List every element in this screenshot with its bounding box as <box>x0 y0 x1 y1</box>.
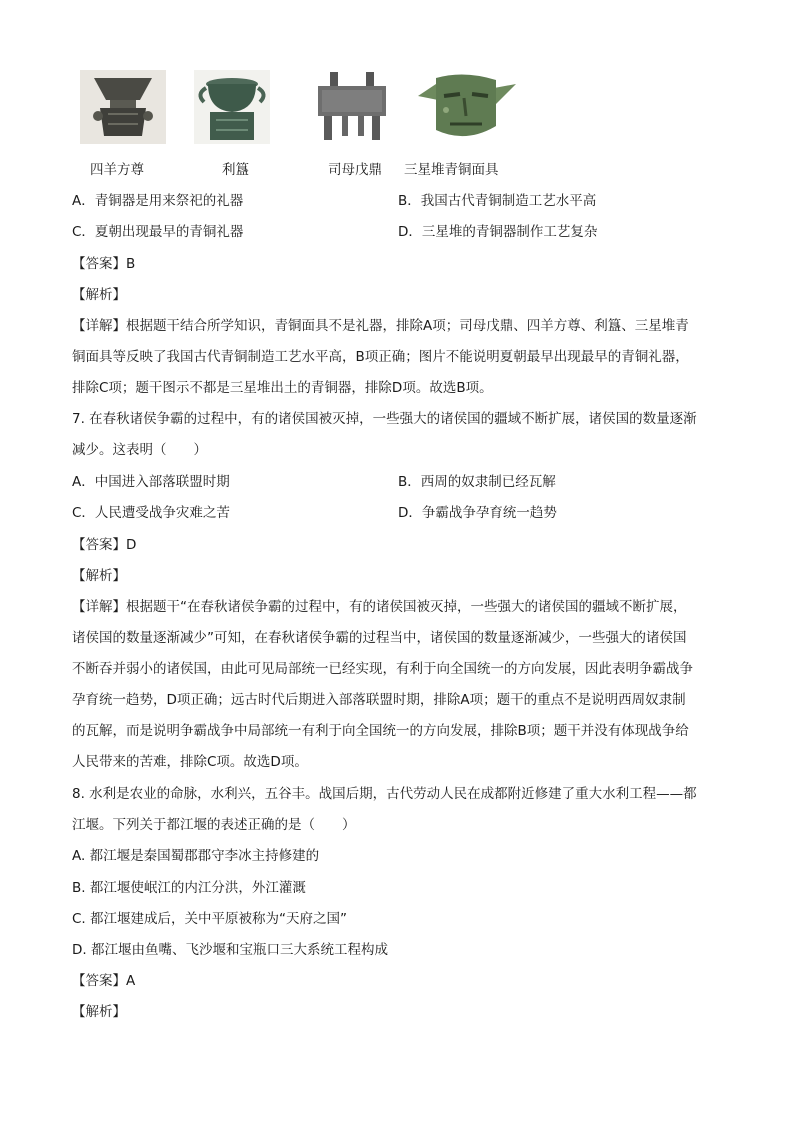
option-a: A. 都江堰是秦国蜀郡郡守李冰主持修建的 <box>72 848 320 864</box>
option-b: B. 都江堰使岷江的内江分洪，外江灌溉 <box>72 880 306 896</box>
answer-label: 【答案】D <box>72 537 137 553</box>
option-d: D．争霸战争孕育统一趋势 <box>398 505 557 521</box>
square-zun-icon <box>80 70 166 144</box>
option-d: D．三星堆的青铜器制作工艺复杂 <box>398 224 598 240</box>
figure-caption: 四羊方尊 <box>90 162 144 178</box>
detail-line: 人民带来的苦难，排除C项。故选D项。 <box>72 754 308 770</box>
gui-vessel-icon <box>194 70 270 144</box>
question-stem: 8. 水利是农业的命脉，水利兴，五谷丰。战国后期，古代劳动人民在成都附近修建了重大水利工程——都 <box>72 786 697 802</box>
option-a: A．青铜器是用来祭祀的礼器 <box>72 193 244 209</box>
figure-caption: 利簋 <box>222 162 249 178</box>
detail-line: 铜面具等反映了我国古代青铜制造工艺水平高，B项正确；图片不能说明夏朝最早出现最早的青铜礼器， <box>72 349 689 365</box>
option-b: B．我国古代青铜制造工艺水平高 <box>398 193 597 209</box>
question-stem: 7. 在春秋诸侯争霸的过程中，有的诸侯国被灭掉，一些强大的诸侯国的疆域不断扩展，诸侯国的数量逐渐 <box>72 411 697 427</box>
figure-row <box>78 70 538 180</box>
detail-line: 排除C项；题干图示不都是三星堆出土的青铜器，排除D项。故选B项。 <box>72 380 493 396</box>
ding-cauldron-icon <box>312 70 392 144</box>
detail-line: 不断吞并弱小的诸侯国，由此可见局部统一已经实现，有利于向全国统一的方向发展，因此表明争霸战争 <box>72 661 693 677</box>
figure-caption: 三星堆青铜面具 <box>404 162 499 178</box>
answer-label: 【答案】A <box>72 973 136 989</box>
option-c: C．人民遭受战争灾难之苦 <box>72 505 230 521</box>
detail-line: 【详解】根据题干结合所学知识，青铜面具不是礼器，排除A项；司母戊鼎、四羊方尊、利簋、三星堆青 <box>72 318 689 334</box>
analysis-label: 【解析】 <box>72 1004 126 1020</box>
question-stem: 江堰。下列关于都江堰的表述正确的是（ ） <box>72 817 356 833</box>
option-d: D. 都江堰由鱼嘴、飞沙堰和宝瓶口三大系统工程构成 <box>72 942 388 958</box>
figure-caption: 司母戊鼎 <box>328 162 382 178</box>
detail-line: 孕育统一趋势，D项正确；远古时代后期进入部落联盟时期，排除A项；题干的重点不是说明西周奴隶制 <box>72 692 686 708</box>
detail-line: 【详解】根据题干“在春秋诸侯争霸的过程中，有的诸侯国被灭掉，一些强大的诸侯国的疆域不断扩展， <box>72 599 687 615</box>
option-c: C．夏朝出现最早的青铜礼器 <box>72 224 244 240</box>
option-c: C. 都江堰建成后，关中平原被称为“天府之国” <box>72 911 347 927</box>
answer-label: 【答案】B <box>72 256 136 272</box>
detail-line: 的瓦解，而是说明争霸战争中局部统一有利于向全国统一的方向发展，排除B项；题干并没有体现战争给 <box>72 723 689 739</box>
question-stem: 减少。这表明（ ） <box>72 442 207 458</box>
detail-line: 诸侯国的数量逐渐减少”可知，在春秋诸侯争霸的过程当中，诸侯国的数量逐渐减少，一些强大的诸侯国 <box>72 630 687 646</box>
analysis-label: 【解析】 <box>72 287 126 303</box>
option-b: B．西周的奴隶制已经瓦解 <box>398 474 556 490</box>
option-a: A．中国进入部落联盟时期 <box>72 474 230 490</box>
analysis-label: 【解析】 <box>72 568 126 584</box>
bronze-mask-icon <box>414 70 520 144</box>
